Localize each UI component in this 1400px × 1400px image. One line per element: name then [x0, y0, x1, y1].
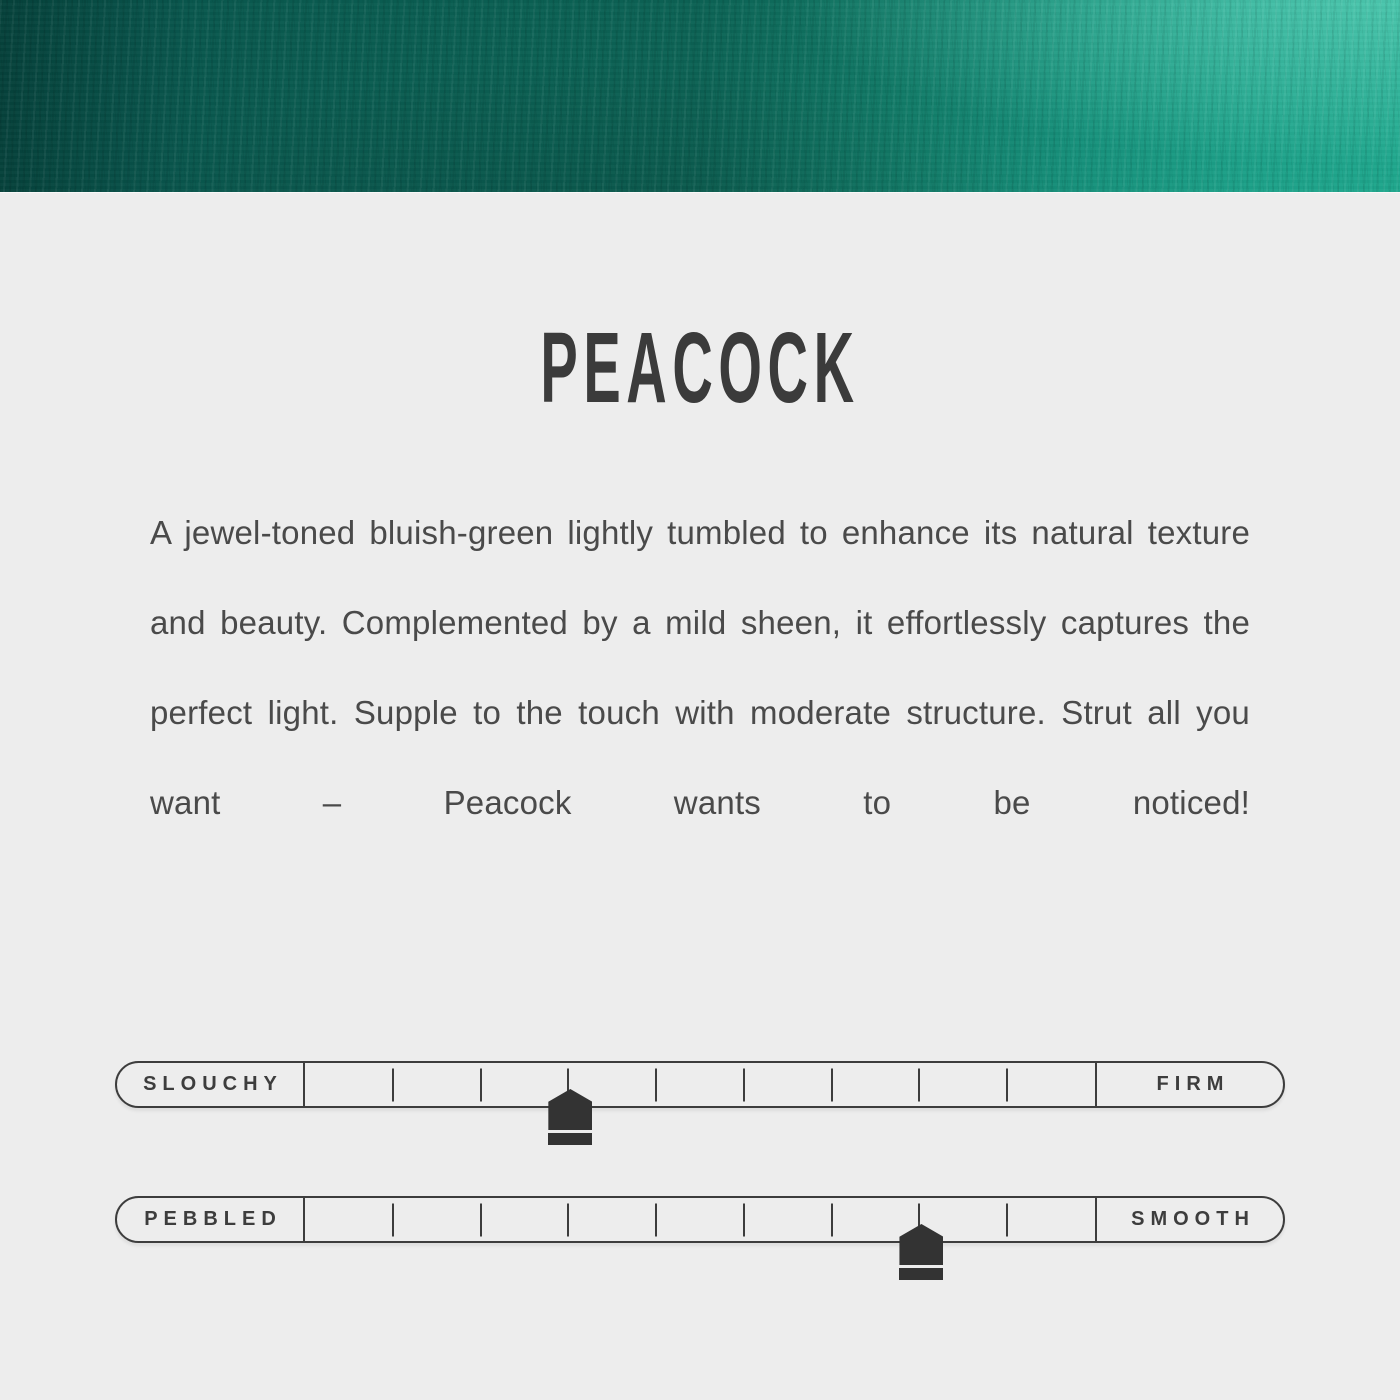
slouchy-firm-scale — [115, 1061, 1285, 1108]
tick-mark — [831, 1068, 833, 1101]
leather-grain-texture — [0, 0, 1400, 192]
scale-left-label: SLOUCHY — [117, 1063, 305, 1106]
marker-pointer-icon — [548, 1089, 592, 1130]
tick-mark — [743, 1068, 745, 1101]
tick-mark — [743, 1203, 745, 1236]
scale-left-label: PEBBLED — [117, 1198, 305, 1241]
tick-mark — [1006, 1068, 1008, 1101]
marker-pointer-icon — [899, 1224, 943, 1265]
marker-base — [899, 1268, 943, 1280]
scale-marker — [899, 1224, 943, 1280]
tick-mark — [831, 1203, 833, 1236]
tick-mark — [480, 1203, 482, 1236]
leather-description: A jewel-toned bluish-green lightly tumbled to enhance its natural texture and beauty. Complemented by a mild sheen, it effortlessly captures the perfect light. Supple to the touch with moderate structure. Strut all you want – Peacock wants to be noticed! — [150, 514, 1250, 821]
tick-mark — [392, 1203, 394, 1236]
tick-mark — [655, 1203, 657, 1236]
marker-base — [548, 1133, 592, 1145]
scale-right-label: FIRM — [1095, 1063, 1283, 1106]
tick-mark — [1006, 1203, 1008, 1236]
scale-marker — [548, 1089, 592, 1145]
tick-mark — [655, 1068, 657, 1101]
page-title: PEACOCK — [540, 312, 860, 424]
scale-right-label: SMOOTH — [1095, 1198, 1283, 1241]
scale-track — [305, 1063, 1095, 1106]
tick-mark — [392, 1068, 394, 1101]
scale-track — [305, 1198, 1095, 1241]
tick-mark — [567, 1203, 569, 1236]
tick-mark — [918, 1068, 920, 1101]
pebbled-smooth-scale — [115, 1196, 1285, 1243]
leather-texture-banner — [0, 0, 1400, 193]
tick-mark — [480, 1068, 482, 1101]
